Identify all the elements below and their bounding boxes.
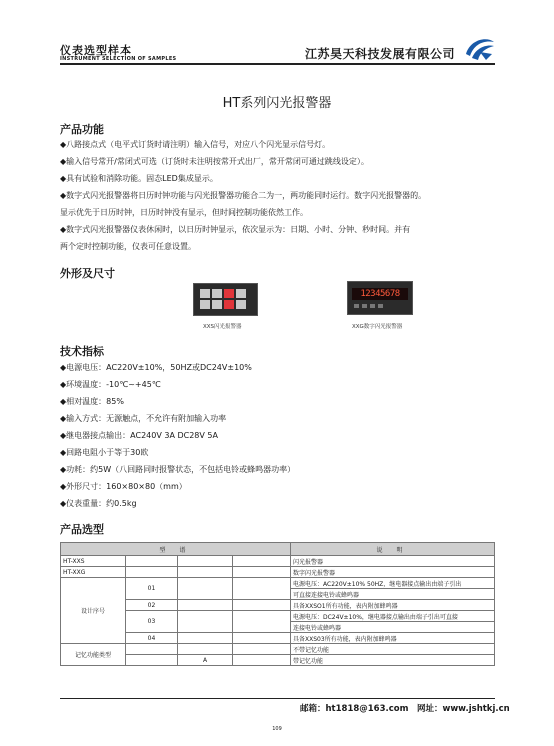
memory-label-cell: 记忆功能类型 [61, 644, 126, 666]
function-line: ◆具有试验和消除功能。固态LED集成显示。 [60, 174, 218, 183]
table-row [61, 578, 495, 589]
desc-cell: 闪光报警器 [291, 556, 495, 567]
function-line: 显示优先于日历时钟，日历时钟没有显示，但时间控制功能依然工作。 [60, 208, 308, 217]
spec-line: ◆仪表重量：约0.5kg [60, 499, 137, 508]
header-series-cn: 仪表选型样本 [60, 44, 132, 57]
desc-cell: 具备XXSO1所有功能，表内附加蜂鸣器 [291, 600, 495, 611]
caption-xxs: XXS闪光报警器 [203, 324, 242, 330]
header-rule [60, 63, 495, 65]
code-cell: 04 [126, 633, 178, 644]
table-row [61, 633, 495, 644]
table-row [61, 655, 495, 666]
desc-cell: 电源电压：DC24V±10%，继电器接点输出由端子引出可直接 [291, 611, 495, 622]
spec-line: ◆相对温度：85% [60, 397, 124, 406]
function-line: 两个定时控制功能，仪表可任意设置。 [60, 242, 196, 251]
table-row [61, 567, 495, 578]
selection-table [60, 542, 495, 666]
desc-cell: 具备XXS03所有功能，表内附加蜂鸣器 [291, 633, 495, 644]
spec-line: ◆功耗：约5W（八回路同时报警状态，不包括电铃或蜂鸣器功率） [60, 465, 296, 474]
model-cell: HT-XXS [61, 556, 126, 567]
table-header-row [61, 543, 495, 556]
code-cell: A [178, 655, 233, 666]
function-line: ◆输入信号常开/常闭式可选（订货时未注明按常开式出厂，常开常闭可通过跳线设定）。 [60, 157, 369, 166]
desc-cell: 带记忆功能 [291, 655, 495, 666]
desc-cell: 可直接连接电铃或蜂鸣器 [291, 589, 495, 600]
section-heading-appearance: 外形及尺寸 [60, 267, 115, 280]
section-heading-functions: 产品功能 [60, 123, 104, 136]
code-cell: 01 [126, 578, 178, 600]
spec-line: ◆回路电阻小于等于30欧 [60, 448, 149, 457]
table-row [61, 556, 495, 567]
header-company-name: 江苏昊天科技发展有限公司 [305, 47, 456, 61]
desc-cell: 数字闪光报警器 [291, 567, 495, 578]
desc-cell: 不带记忆功能 [291, 644, 495, 655]
spec-line: ◆电源电压：AC220V±10%，50HZ或DC24V±10% [60, 363, 252, 372]
header-description: 说 明 [291, 543, 495, 556]
xxg-alarm-image [347, 281, 413, 315]
spec-line: ◆环境温度：-10℃~+45℃ [60, 380, 161, 389]
digital-display: 12345678 [352, 288, 408, 300]
code-cell: 03 [126, 611, 178, 633]
company-logo-icon [462, 34, 496, 62]
page-title: HT系列闪光报警器 [222, 96, 332, 111]
header-model: 型 谱 [61, 543, 291, 556]
design-label-cell: 设计序号 [61, 578, 126, 644]
desc-cell: 连接电铃或蜂鸣器 [291, 622, 495, 633]
model-cell: HT-XXG [61, 567, 126, 578]
function-line: ◆数字式闪光报警器将日历时钟功能与闪光报警器功能合二为一，两功能同时运行。数字闪光报警器的。 [60, 191, 427, 200]
desc-cell: 电源电压：AC220V±10% 50HZ，继电器接点输出由端子引出 [291, 578, 495, 589]
code-cell: 02 [126, 600, 178, 611]
xxs-alarm-image [193, 283, 258, 316]
section-heading-specs: 技术指标 [60, 345, 104, 358]
spec-line: ◆输入方式：无源触点，不允许有附加输入功率 [60, 414, 227, 423]
header-series-en: INSTRUMENT SELECTION OF SAMPLES [60, 56, 177, 62]
table-row [61, 644, 495, 655]
spec-line: ◆继电器接点输出：AC240V 3A DC28V 5A [60, 431, 218, 440]
function-line: ◆八路接点式（电平式订货时请注明）输入信号，对应八个闪光显示信号灯。 [60, 140, 331, 149]
footer-contact: 邮箱：ht1818@163.com 网址：www.jshtkj.cn [300, 704, 510, 714]
function-line: ◆数字式闪光报警器仪表休闲时，以日历时钟显示，依次显示为：日期、小时、分钟、秒时间。并有 [60, 225, 411, 234]
page-number: 109 [272, 726, 282, 732]
spec-line: ◆外形尺寸：160×80×80（mm） [60, 482, 187, 491]
footer-rule [60, 698, 495, 699]
section-heading-selection: 产品选型 [60, 523, 104, 536]
table-row [61, 600, 495, 611]
table-row [61, 611, 495, 622]
caption-xxg: XXG数字闪光报警器 [352, 324, 403, 330]
